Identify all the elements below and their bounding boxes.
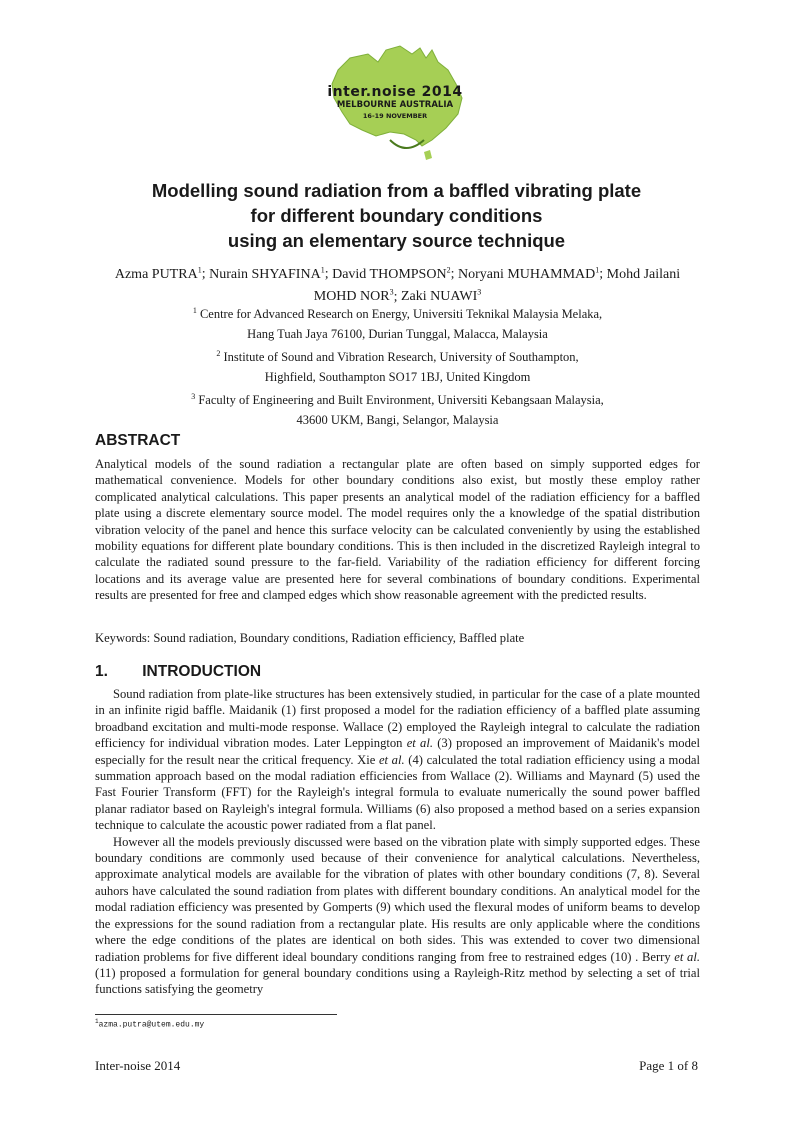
affiliation: $^2$ Institute of Sound and Vibration Research, University of Southampton, — [216, 349, 579, 365]
paper-title — [60, 178, 733, 253]
logo-location: MELBOURNE AUSTRALIA — [336, 100, 454, 110]
affiliation: Hang Tuah Jaya 76100, Durian Tunggal, Malacca, Malaysia — [247, 327, 548, 342]
title-line: Modelling sound radiation from a baffled vibrating plate — [151, 180, 642, 201]
affiliation: $^3$ Faculty of Engineering and Built Environment, Universiti Kebangsaan Malaysia, — [191, 392, 604, 408]
abstract-text: Analytical models of the sound radiation a rectangular plate are often based on simply supported edges for mathematical convenience. Models for other boundary conditions also exist, but mostly these employ rather complicated analytical calculations. This paper presents an analytical model of the radiation efficiency for a baffled plate using a discrete elementary source model. The model requires only the a knowledge of the spatial distribution vibration velocity of the panel and hence this surface velocity can be calculated conveniently by using the established mobility equations for different plate boundary conditions. This is then included in the discretized Rayleigh integral to calculate the radiated sound pressure to the far-field. Variability of the radiation efficiency for different forcing locations and its average value are presented here for several combinations of boundary conditions. Experimental results are presented for free and clamped edges which show reasonable agreement with the predicted results. — [95, 457, 700, 603]
footer-page-number: Page 1 of 8 — [639, 1058, 698, 1073]
section-title: INTRODUCTION — [142, 663, 262, 680]
title-line: using an elementary source technique — [227, 230, 566, 251]
affiliation: Highfield, Southampton SO17 1BJ, United Kingdom — [264, 370, 531, 385]
abstract-heading: ABSTRACT — [95, 432, 181, 449]
author: Mohd Jailani MOHD NOR$^3$ — [313, 266, 681, 305]
conference-logo — [320, 40, 470, 170]
intro-heading — [95, 663, 261, 681]
author-list: Azma PUTRA$^1$; Nurain SHYAFINA$^1$; David THOMPSON$^2$; Noryani MUHAMMAD$^1$; Mohd Jailani MOHD NOR$^3$; Zaki NUAWI$^3$ — [114, 265, 681, 305]
section-number: 1. — [95, 663, 108, 680]
author: Zaki NUAWI$^3$ — [400, 287, 482, 305]
author: Azma PUTRA$^1$ — [114, 265, 202, 282]
paragraph: However all the models previously discussed were based on the vibration plate with simply supported edges. These boundary conditions are commonly used because of their convenience for analytical calculations. Nevertheless, approximate analytical models are available for the vibration of plates with other boundary conditions (7, 8). Several auhors have calculated the sound radiation from plates with different boundary conditions. An analytical model for the modal radiation efficiency was presented by Gomperts (9) which used the flexural modes of uniform beams to develop the expressions for the sound radiation from a rectangular plate. His results are only applicable where the conditions where the edge conditions of the plates are identical on both sides. This was extended to cover two dimensional radiation problems for five different ideal boundary conditions ranging from free to restrained edges (10) . Berry et al. (11) proposed a formulation for general boundary conditions using a Rayleigh-Ritz method by selecting a set of trial functions satisfying the geometry — [95, 834, 700, 997]
title-line: for different boundary conditions — [250, 205, 543, 226]
logo-dates: 16-19 NOVEMBER — [362, 112, 428, 120]
affiliation-list — [95, 301, 700, 430]
affiliation: 43600 UKM, Bangi, Selangor, Malaysia — [296, 413, 499, 428]
footer-conference: Inter-noise 2014 — [95, 1058, 181, 1073]
author: Nurain SHYAFINA$^1$ — [209, 265, 325, 282]
keywords: Keywords: Sound radiation, Boundary conditions, Radiation efficiency, Baffled plate — [95, 631, 525, 645]
footnote-rule — [95, 1014, 337, 1015]
author: Noryani MUHAMMAD$^1$ — [457, 265, 600, 282]
footnote: $^1$azma.putra@utem.edu.my — [95, 1018, 205, 1030]
logo-title: inter.noise 2014 — [327, 84, 463, 100]
intro-text — [95, 686, 700, 998]
author: David THOMPSON$^2$ — [332, 265, 451, 282]
affiliation: $^1$ Centre for Advanced Research on Energy, Universiti Teknikal Malaysia Melaka, — [192, 306, 603, 322]
paragraph: Sound radiation from plate-like structures has been extensively studied, in particular for the case of a plate mounted in an infinite rigid baffle. Maidanik (1) first proposed a model for the radiation efficiency of a baffled plate assuming broadband excitation and multi-mode response. Wallace (2) employed the Rayleigh integral to calculate the radiation efficiency for individual vibration modes. Later Leppington et al. (3) proposed an improvement of Maidanik's model especially for the result near the critical frequency. Xie et al. (4) calculated the total radiation efficiency using a modal summation approach based on the modal radiation efficiencies from Wallace (2). Williams and Maynard (5) used the Fast Fourier Transform (FFT) for the Rayleigh's integral formula to evaluate numerically the sound power baffled planar radiator based on Rayleigh's integral formula. Williams (6) also proposed a method based on a series expansion technique to calculate the acoustic power radiated from a flat panel. — [95, 687, 701, 833]
